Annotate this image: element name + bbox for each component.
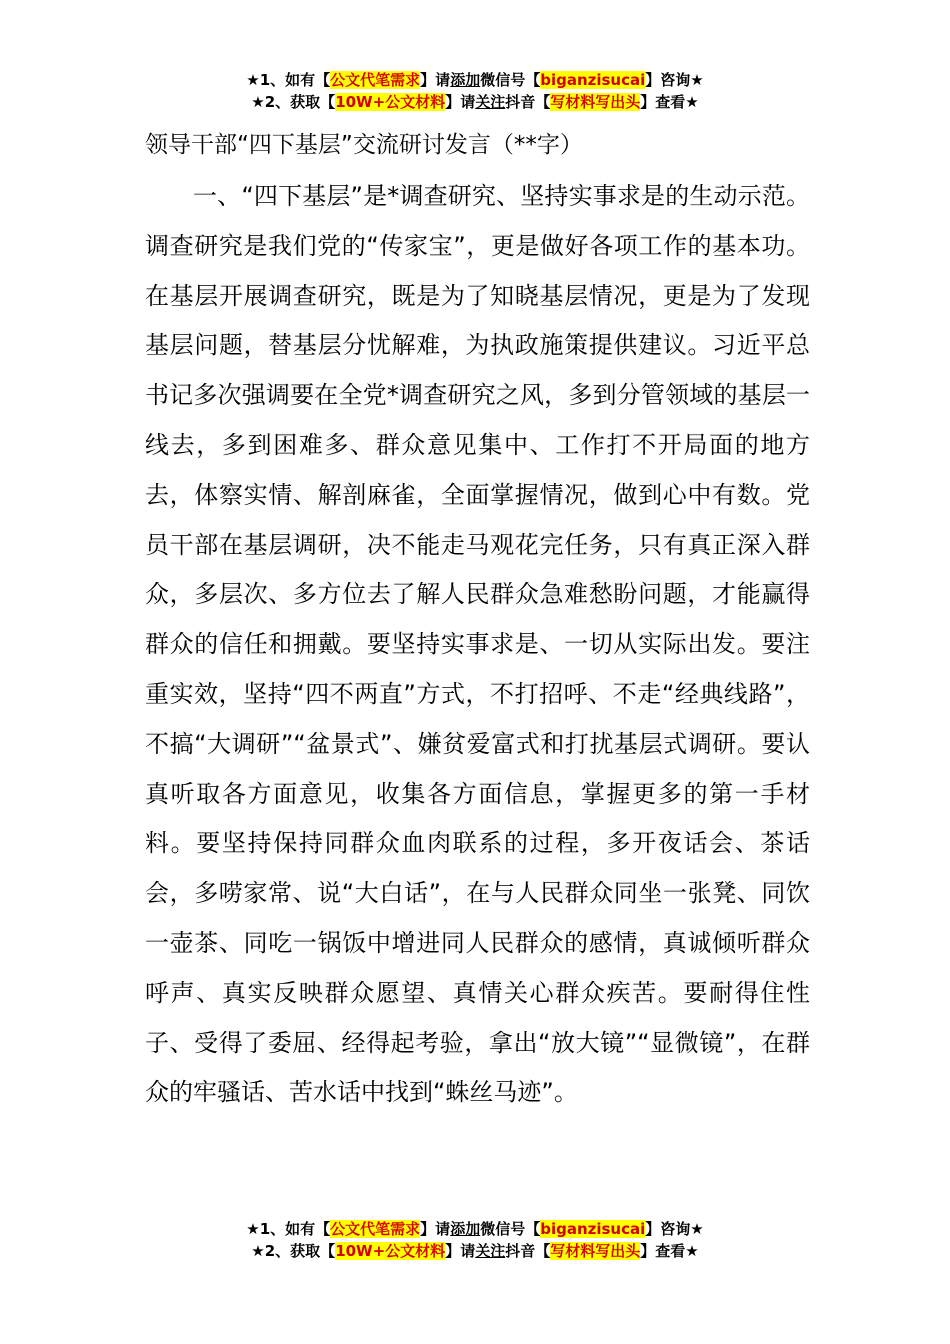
footer-2-suffix: 】查看★ bbox=[640, 1242, 699, 1260]
banner-1-mid: 】请 bbox=[420, 71, 451, 89]
footer-2-prefix: ★2、获取【 bbox=[251, 1242, 336, 1260]
banner-1-highlight-wechat: biganzisucai bbox=[540, 71, 646, 89]
banner-2-mid: 】请 bbox=[445, 93, 476, 111]
footer-1-mid2: 微信号【 bbox=[480, 1220, 541, 1238]
footer-line-1 bbox=[0, 1218, 950, 1240]
banner-1-suffix: 】咨询★ bbox=[645, 71, 704, 89]
banner-2-prefix: ★2、获取【 bbox=[251, 93, 336, 111]
banner-line-2 bbox=[0, 91, 950, 113]
footer-line-2 bbox=[0, 1240, 950, 1262]
header-banner bbox=[0, 69, 950, 113]
footer-1-mid: 】请 bbox=[420, 1220, 451, 1238]
banner-line-1 bbox=[0, 69, 950, 91]
footer-2-highlight-materials: 10W+公文材料 bbox=[335, 1242, 446, 1260]
banner-2-mid2: 抖音【 bbox=[505, 93, 551, 111]
footer-1-highlight-service: 公文代笔需求 bbox=[330, 1220, 421, 1238]
footer-1-suffix: 】咨询★ bbox=[645, 1220, 704, 1238]
banner-1-mid2: 微信号【 bbox=[480, 71, 541, 89]
footer-2-highlight-douyin: 写材料写出头 bbox=[550, 1242, 641, 1260]
footer-1-highlight-wechat: biganzisucai bbox=[540, 1220, 646, 1238]
banner-1-prefix: ★1、如有【 bbox=[246, 71, 331, 89]
banner-2-underline: 关注 bbox=[475, 93, 506, 111]
footer-1-prefix: ★1、如有【 bbox=[246, 1220, 331, 1238]
banner-2-highlight-douyin: 写材料写出头 bbox=[550, 93, 641, 111]
document-title: 领导干部“四下基层”交流研讨发言（**字） bbox=[145, 132, 583, 158]
banner-1-underline: 添加 bbox=[450, 71, 481, 89]
footer-2-underline: 关注 bbox=[475, 1242, 506, 1260]
footer-banner bbox=[0, 1218, 950, 1262]
footer-2-mid2: 抖音【 bbox=[505, 1242, 551, 1260]
footer-2-mid: 】请 bbox=[445, 1242, 476, 1260]
banner-1-highlight-service: 公文代笔需求 bbox=[330, 71, 421, 89]
footer-1-underline: 添加 bbox=[450, 1220, 481, 1238]
banner-2-highlight-materials: 10W+公文材料 bbox=[335, 93, 446, 111]
body-paragraph: 一、“四下基层”是*调查研究、坚持实事求是的生动示范。调查研究是我们党的“传家宝”，更是做好各项工作的基本功。在基层开展调查研究，既是为了知晓基层情况，更是为了发现基层问题，替基层分忧解难，为执政施策提供建议。习近平总书记多次强调要在全党*调查研究之风，多到分管领域的基层一线去，多到困难多、群众意见集中、工作打不开局面的地方去，体察实情、解剖麻雀，全面掌握情况，做到心中有数。党员干部在基层调研，决不能走马观花完任务，只有真正深入群众，多层次、多方位去了解人民群众急难愁盼问题，才能赢得群众的信任和拥戴。要坚持实事求是、一切从实际出发。要注重实效，坚持“四不两直”方式，不打招呼、不走“经典线路”，不搞“大调研”“盆景式”、嫌贫爱富式和打扰基层式调研。要认真听取各方面意见，收集各方面信息，掌握更多的第一手材料。要坚持保持同群众血肉联系的过程，多开夜话会、茶话会，多唠家常、说“大白话”，在与人民群众同坐一张凳、同饮一壶茶、同吃一锅饭中增进同人民群众的感情，真诚倾听群众呼声、真实反映群众愿望、真情关心群众疾苦。要耐得住性子、受得了委屈、经得起考验，拿出“放大镜”“显微镜”，在群众的牢骚话、苦水话中找到“蛛丝马迹”。 bbox=[145, 182, 810, 1107]
banner-2-suffix: 】查看★ bbox=[640, 93, 699, 111]
